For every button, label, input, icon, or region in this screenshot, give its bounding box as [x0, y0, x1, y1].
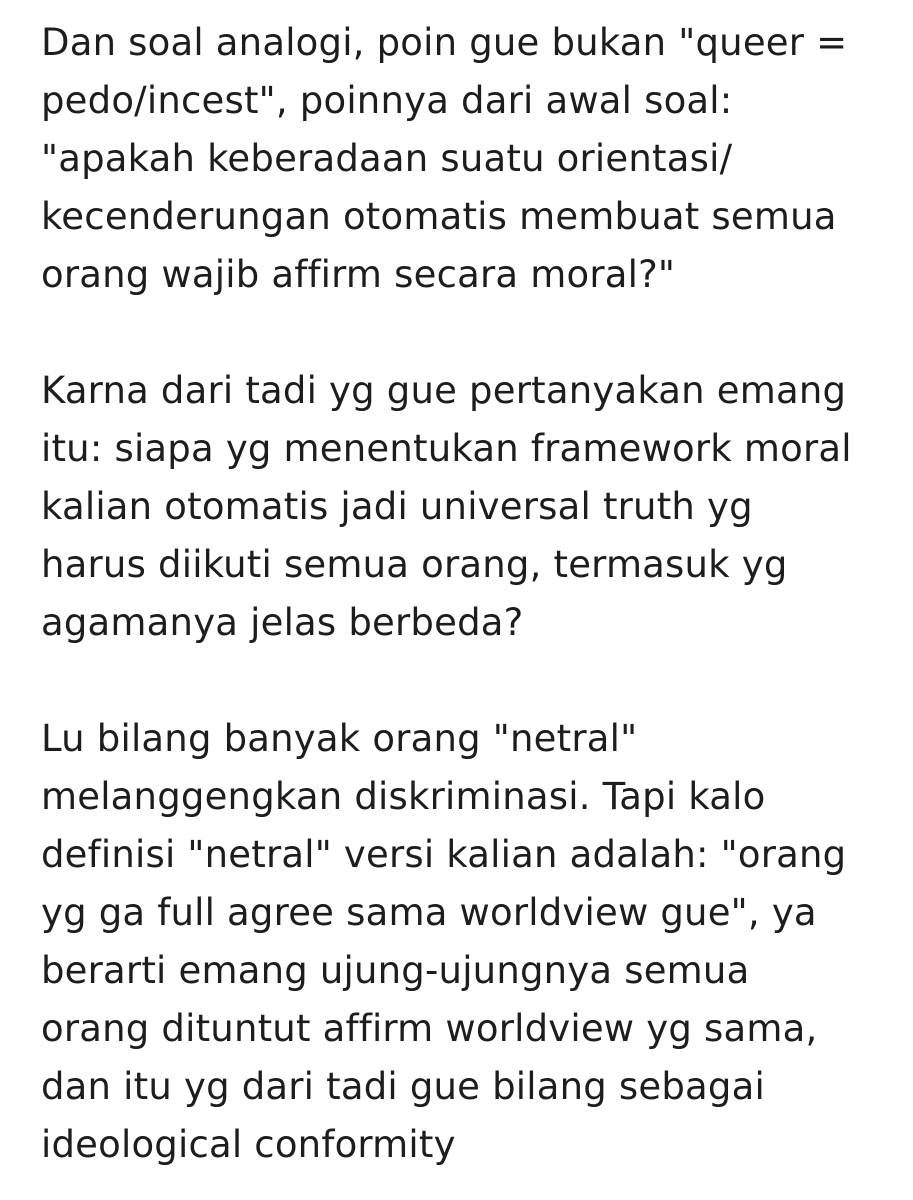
text-line: harus diikuti semua orang, termasuk yg — [41, 543, 788, 586]
text-line: melanggengkan diskriminasi. Tapi kalo — [41, 775, 766, 818]
text-line: agamanya jelas berbeda? — [41, 601, 524, 644]
text-line: "apakah keberadaan suatu orientasi/ — [41, 137, 733, 180]
text-line: berarti emang ujung-ujungnya semua — [41, 949, 750, 992]
text-line: yg ga full agree sama worldview gue", ya — [41, 891, 817, 934]
paragraph-framework — [41, 362, 881, 652]
text-line: kecenderungan otomatis membuat semua — [41, 195, 837, 238]
paragraph-analogy — [41, 14, 881, 304]
text-line: dan itu yg dari tadi gue bilang sebagai — [41, 1065, 765, 1108]
text-line: Lu bilang banyak orang "netral" — [41, 717, 638, 760]
text-line: ideological conformity — [41, 1123, 456, 1166]
paragraph-neutral — [41, 710, 881, 1174]
text-line: Karna dari tadi yg gue pertanyakan emang — [41, 369, 847, 412]
text-line: orang dituntut affirm worldview yg sama, — [41, 1007, 818, 1050]
text-line: definisi "netral" versi kalian adalah: "orang — [41, 833, 847, 876]
text-line: itu: siapa yg menentukan framework moral — [41, 427, 852, 470]
text-line: kalian otomatis jadi universal truth yg — [41, 485, 753, 528]
text-line: pedo/incest", poinnya dari awal soal: — [41, 79, 733, 122]
text-line: orang wajib affirm secara moral?" — [41, 253, 676, 296]
note-body — [41, 14, 881, 1174]
text-line: Dan soal analogi, poin gue bukan "queer = — [41, 21, 848, 64]
